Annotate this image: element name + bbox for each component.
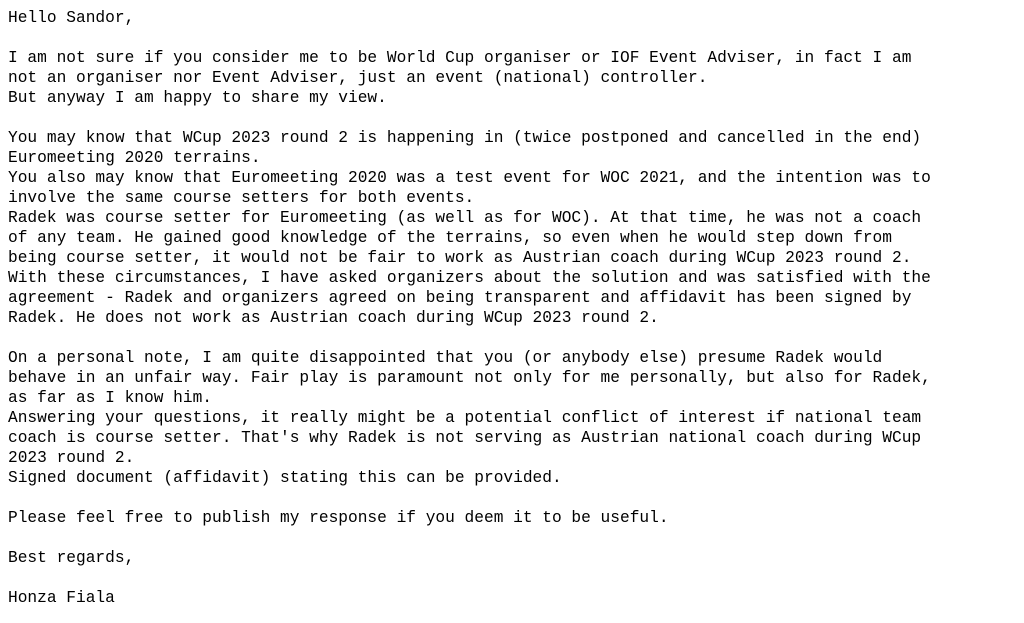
text-line: being course setter, it would not be fair to work as Austrian coach during WCup 2023 round 2. (8, 249, 912, 267)
blank-line (8, 108, 1018, 128)
text-line: Please feel free to publish my response if you deem it to be useful. (8, 509, 669, 527)
blank-line (8, 568, 1018, 588)
text-line: On a personal note, I am quite disappointed that you (or anybody else) presume Radek would (8, 349, 883, 367)
text-line: Answering your questions, it really might be a potential conflict of interest if national team (8, 409, 922, 427)
blank-line (8, 28, 1018, 48)
text-line: You may know that WCup 2023 round 2 is happening in (twice postponed and cancelled in the end) (8, 129, 922, 147)
blank-line (8, 528, 1018, 548)
signature-line: Honza Fiala (8, 589, 115, 607)
text-line: But anyway I am happy to share my view. (8, 89, 387, 107)
text-line: 2023 round 2. (8, 449, 135, 467)
text-line: Signed document (affidavit) stating this can be provided. (8, 469, 562, 487)
text-line: Radek. He does not work as Austrian coach during WCup 2023 round 2. (8, 309, 659, 327)
text-line: coach is course setter. That's why Radek is not serving as Austrian national coach during WCup (8, 429, 922, 447)
text-line: Radek was course setter for Euromeeting (as well as for WOC). At that time, he was not a coach (8, 209, 922, 227)
text-line: Euromeeting 2020 terrains. (8, 149, 261, 167)
text-line: behave in an unfair way. Fair play is paramount not only for me personally, but also for Radek, (8, 369, 931, 387)
text-line: as far as I know him. (8, 389, 212, 407)
text-line: agreement - Radek and organizers agreed on being transparent and affidavit has been signed by (8, 289, 912, 307)
blank-line (8, 488, 1018, 508)
text-line: involve the same course setters for both events. (8, 189, 475, 207)
text-line: With these circumstances, I have asked organizers about the solution and was satisfied with the (8, 269, 931, 287)
text-line: I am not sure if you consider me to be World Cup organiser or IOF Event Adviser, in fact I am (8, 49, 912, 67)
greeting-line: Hello Sandor, (8, 9, 135, 27)
text-line: of any team. He gained good knowledge of the terrains, so even when he would step down from (8, 229, 892, 247)
closing-line: Best regards, (8, 549, 135, 567)
text-line: You also may know that Euromeeting 2020 was a test event for WOC 2021, and the intention was to (8, 169, 931, 187)
blank-line (8, 328, 1018, 348)
text-line: not an organiser nor Event Adviser, just an event (national) controller. (8, 69, 708, 87)
email-body (8, 8, 1018, 608)
